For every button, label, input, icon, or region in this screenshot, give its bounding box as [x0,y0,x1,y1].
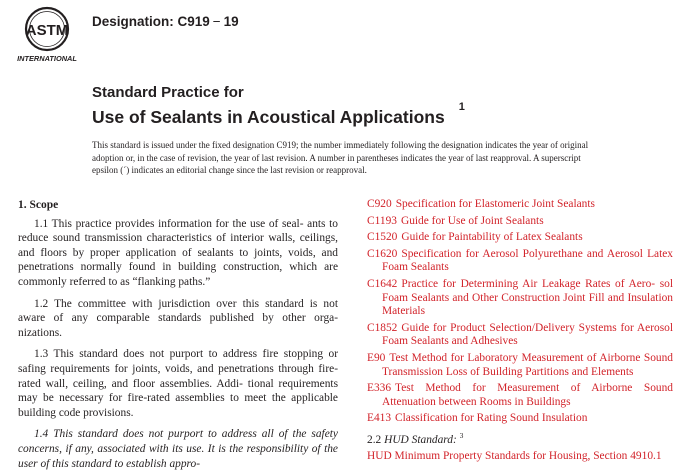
reference-title: Guide for Product Selection/Delivery Systems for Aerosol Foam Sealants and Adhesives [382,321,673,348]
reference-item[interactable] [367,215,673,229]
reference-item[interactable] [367,198,673,212]
designation-year: 19 [223,14,239,29]
paragraph-1-3: 1.3 This standard does not purport to address fire stopping or safing requirements for joints, voids, and penetrations through fire-rated wall, ceiling, and floor assemblies. Addi- tional requirements may be necessary for fire-rated assemblies to meet the applicable building code provisions. [18,348,338,419]
paragraph-1-4: 1.4 This standard does not purport to address all of the safety concerns, if any, associated with its use. It is the responsibility of the user of this standard to establish appro- [18,428,338,470]
reference-code: E336 [367,382,392,395]
reference-title: Guide for Paintability of Latex Sealants [401,231,583,244]
subsection-footnote-marker: 3 [459,430,464,440]
reference-item[interactable] [367,412,673,426]
designation-label: Designation: C919 [92,14,210,29]
subsection-heading-hud [367,429,673,447]
reference-title: Test Method for Laboratory Measurement of Airborne Sound Transmission Loss of Building Partitions and Elements [382,351,673,378]
reference-title: Specification for Elastomeric Joint Sealants [395,198,595,210]
left-column [18,196,338,471]
hud-reference[interactable]: HUD Minimum Property Standards for Housing, Section 4910.1 [367,450,662,463]
issue-note: This standard is issued under the fixed designation C919; the number immediately following the designation indicates the year of original adoption or, in the case of revision, the year of last revision. A number in parentheses indicates the year of last reapproval. A superscript epsilon (´) indicates an editorial change since the last revision or reapproval. [92,140,589,176]
title-line-1: Standard Practice for [92,84,244,101]
reference-item[interactable] [367,322,673,349]
title-line-2 [92,102,465,128]
reference-code: C1193 [367,214,397,227]
reference-title: Classification for Rating Sound Insulation [395,412,588,425]
reference-item[interactable] [367,248,673,275]
reference-code: C920 [367,198,392,210]
subsection-number: 2.2 [367,433,382,446]
reference-code: E413 [367,412,392,425]
reference-code: C1620 [367,247,398,260]
right-column [367,198,673,467]
title-footnote-marker: 1 [458,101,465,113]
reference-item[interactable] [367,278,673,319]
logo-mark-text: ASTM [25,22,69,39]
document-title [92,84,465,128]
reference-title: Guide for Use of Joint Sealants [400,214,544,227]
reference-item[interactable] [367,352,673,379]
reference-code: C1852 [367,321,398,334]
astm-logo [12,6,82,64]
title-line-2-text: Use of Sealants in Acoustical Applications [92,106,445,127]
paragraph-1-1: 1.1 This practice provides information for the use of seal- ants to reduce sound transmission characteristics of interior walls, ceilings, and floors by proper application of sealants to joints, voids, and penetrations normally found in building construction, which are commonly referred to as “flanking paths.” [18,217,338,288]
section-heading-scope: 1. Scope [18,199,59,211]
designation-dash: − [212,14,221,29]
subsection-title: HUD Standard: [384,433,457,446]
reference-code: E90 [367,351,386,364]
reference-item[interactable] [367,382,673,409]
reference-code: C1642 [367,277,398,290]
paragraph-1-2: 1.2 The committee with jurisdiction over this standard is not aware of any comparable standards published by other orga- nizations. [18,297,338,339]
logo-org-text: INTERNATIONAL [17,54,77,63]
designation [92,14,239,29]
reference-item[interactable] [367,231,673,245]
reference-code: C1520 [367,231,398,244]
reference-title: Test Method for Measurement of Airborne Sound Attenuation between Rooms in Buildings [382,382,673,408]
reference-title: Specification for Aerosol Polyurethane and Aerosol Latex Foam Sealants [382,247,673,274]
reference-title: Practice for Determining Air Leakage Rates of Aero- sol Foam Sealants and Other Construction Joint Fill and Insulation Materials [382,277,673,318]
